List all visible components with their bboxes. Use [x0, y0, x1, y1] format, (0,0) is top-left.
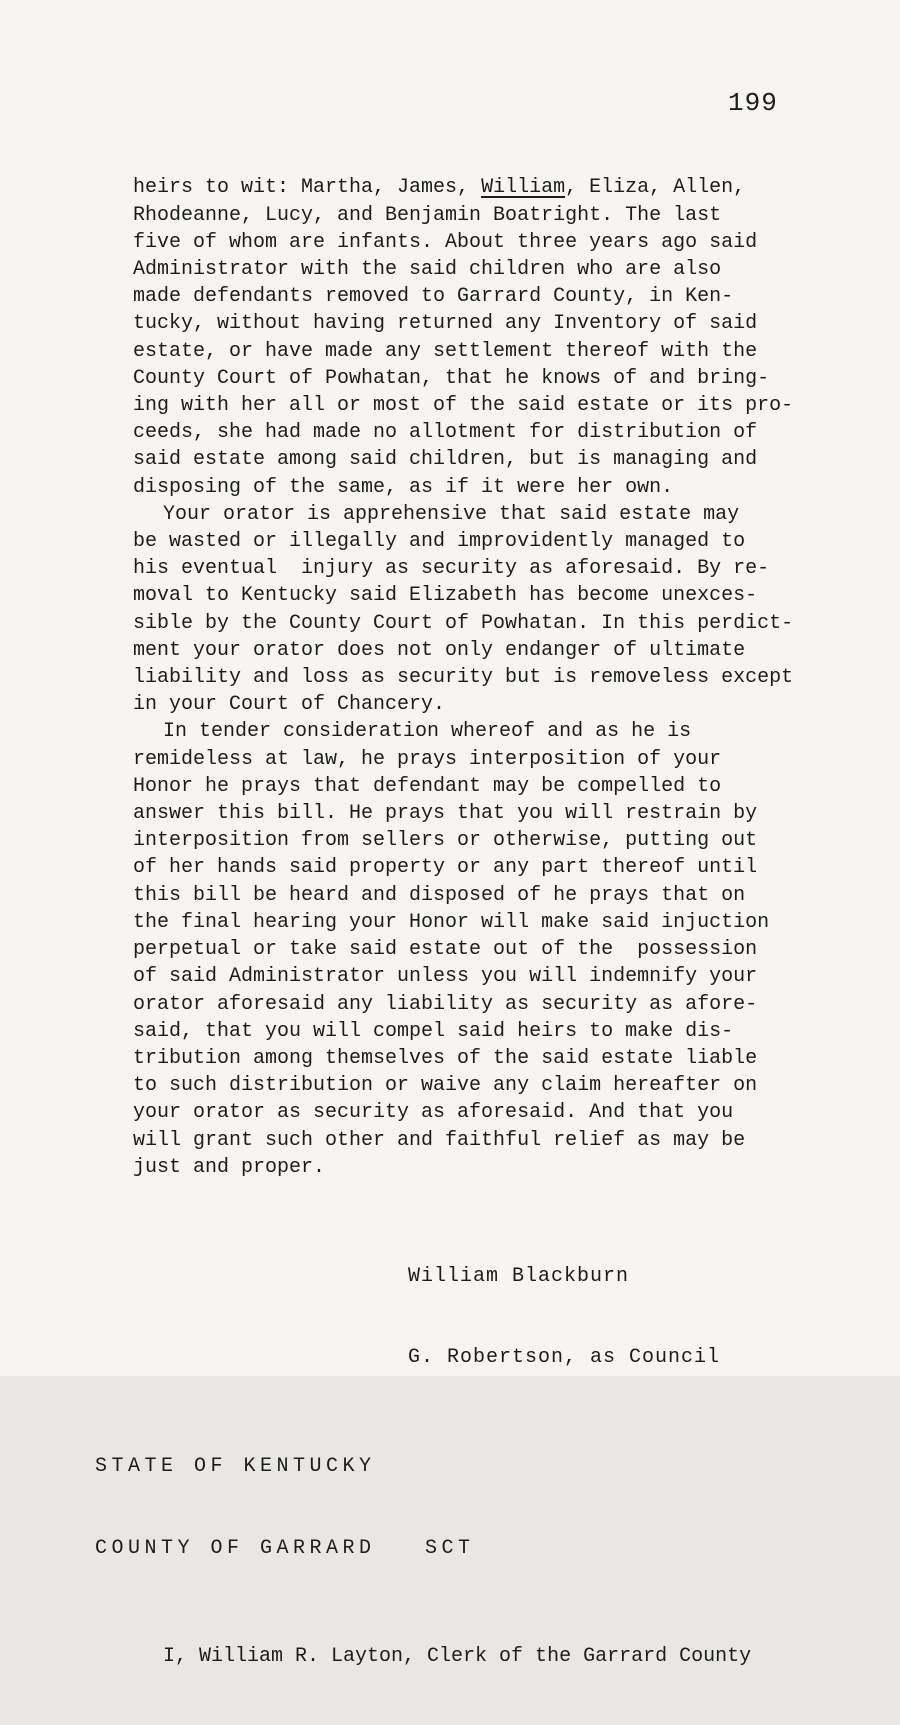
text-line: sible by the County Court of Powhatan. In this perdict- — [133, 611, 794, 635]
signature-line: William Blackburn — [408, 1264, 630, 1288]
text-line: estate, or have made any settlement thereof with the — [133, 339, 758, 363]
paragraphs-container — [133, 174, 833, 1181]
text-line: ceeds, she had made no allotment for distribution of — [133, 421, 758, 445]
text-line: just and proper. — [133, 1155, 326, 1179]
text-line: ing with her all or most of the said estate or its pro- — [133, 394, 794, 418]
text-line: interposition from sellers or otherwise, putting out — [133, 829, 758, 853]
text-line: remideless at law, he prays interposition of your — [133, 747, 722, 771]
text-line: your orator as security as aforesaid. And that you — [133, 1101, 734, 1125]
text-line: be wasted or illegally and improvidently managed to — [133, 530, 746, 554]
text-line: his eventual injury as security as aforesaid. By re- — [133, 557, 770, 581]
text-line: this bill be heard and disposed of he prays that on — [133, 883, 746, 907]
text-line: ment your orator does not only endanger of ultimate — [133, 638, 746, 662]
text-line: Rhodeanne, Lucy, and Benjamin Boatright. The last — [133, 203, 722, 227]
text-line: Honor he prays that defendant may be compelled to — [133, 774, 722, 798]
text-line: moval to Kentucky said Elizabeth has become unexces- — [133, 584, 758, 608]
paragraph — [133, 718, 833, 1180]
text-line: disposing of the same, as if it were her own. — [133, 475, 674, 499]
text-line: said, that you will compel said heirs to make dis- — [133, 1019, 734, 1043]
text-line: Administrator with the said children who are also — [133, 258, 722, 282]
clerk-line: I, William R. Layton, Clerk of the Garrard County — [163, 1645, 752, 1669]
text-line: County Court of Powhatan, that he knows of and bring- — [133, 366, 770, 390]
text-line: will grant such other and faithful relief as may be — [133, 1128, 746, 1152]
text-line: answer this bill. He prays that you will restrain by — [133, 802, 758, 826]
paragraph — [133, 174, 833, 500]
paragraph — [133, 501, 833, 719]
text-line: said estate among said children, but is managing and — [133, 448, 758, 472]
text-segment: heirs to wit: Martha, James, — [133, 176, 482, 200]
document-body — [95, 120, 833, 1725]
text-line: in your Court of Chancery. — [133, 693, 446, 717]
text-line — [133, 174, 833, 201]
text-line: of said Administrator unless you will indemnify your — [133, 965, 758, 989]
text-line: liability and loss as security but is removeless except — [133, 666, 794, 690]
signature-line: G. Robertson, as Council — [408, 1346, 721, 1370]
text-line: tucky, without having returned any Inventory of said — [133, 312, 758, 336]
page-number: 199 — [728, 88, 778, 118]
attestation-line-state: STATE OF KENTUCKY — [95, 1454, 376, 1478]
text-segment: , Eliza, Allen, — [565, 176, 746, 200]
text-line: five of whom are infants. About three years ago said — [133, 230, 758, 254]
text-line: orator aforesaid any liability as security as afore- — [133, 992, 758, 1016]
text-line: tribution among themselves of the said estate liable — [133, 1046, 758, 1070]
text-line: perpetual or take said estate out of the possession — [133, 938, 758, 962]
text-line: of her hands said property or any part thereof until — [133, 856, 758, 880]
text-line: Your orator is apprehensive that said estate may — [163, 502, 740, 526]
underlined-text: William — [481, 176, 566, 200]
text-line: the final hearing your Honor will make said injuction — [133, 910, 770, 934]
text-line: In tender consideration whereof and as he is — [163, 720, 692, 744]
attestation-line-county: COUNTY OF GARRARD SCT — [95, 1536, 475, 1560]
text-line: made defendants removed to Garrard County, in Ken- — [133, 285, 734, 309]
text-line: to such distribution or waive any claim hereafter on — [133, 1074, 758, 1098]
